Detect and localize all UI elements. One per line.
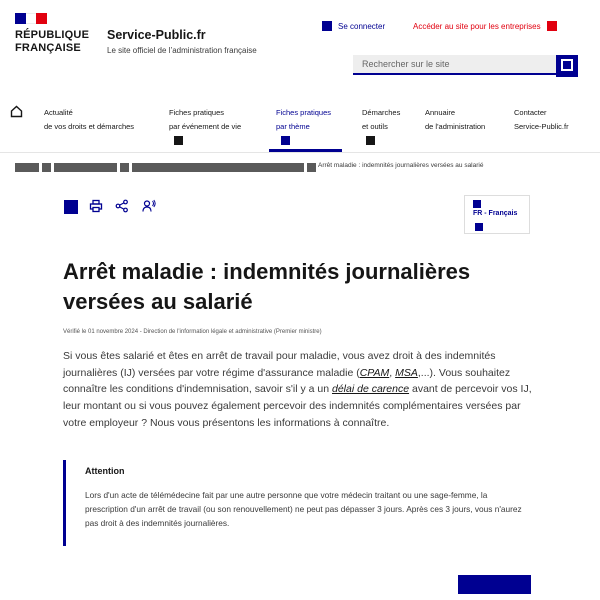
french-flag-logo <box>15 13 47 24</box>
nav-item-par-theme[interactable] <box>276 106 331 145</box>
nav-item-actualite[interactable] <box>44 106 134 134</box>
share-icon[interactable] <box>115 199 129 213</box>
republic-line-2: FRANÇAISE <box>15 42 81 54</box>
chevron-down-icon <box>475 223 483 231</box>
business-site-link[interactable] <box>413 21 557 31</box>
breadcrumb-separator-icon <box>42 163 51 172</box>
listen-icon[interactable] <box>142 199 156 213</box>
chevron-down-icon <box>174 136 183 145</box>
nav-item-line2: par événement de vie <box>169 122 242 131</box>
callout-title: Attention <box>85 466 125 476</box>
nav-item-line1: Fiches pratiques <box>276 108 332 117</box>
breadcrumb-link[interactable] <box>54 163 117 172</box>
print-icon[interactable] <box>89 199 103 213</box>
flag-white <box>26 13 37 24</box>
chevron-down-icon <box>366 136 375 145</box>
page-title: Arrêt maladie : indemnités journalières versées au salarié <box>63 259 471 314</box>
language-selector[interactable] <box>464 195 530 234</box>
nav-item-contacter[interactable] <box>514 106 569 134</box>
intro-text-2: ,...). Vous souhaitez connaître les conditions d'indemnisation, savoir s'il y a un <box>63 366 511 396</box>
breadcrumb-current: Arrêt maladie : indemnités journalières versées au salarié <box>318 162 484 169</box>
breadcrumb-link-home[interactable] <box>15 163 39 172</box>
breadcrumb-separator-icon <box>307 163 316 172</box>
attention-callout <box>63 460 536 546</box>
site-tagline: Le site officiel de l’administration française <box>107 46 257 55</box>
nav-item-line1: Fiches pratiques <box>169 108 225 117</box>
nav-item-annuaire[interactable] <box>425 106 485 134</box>
intro-paragraph <box>63 348 533 432</box>
nav-item-line1: Annuaire <box>425 108 456 117</box>
nav-item-evenement-de-vie[interactable] <box>169 106 241 145</box>
nav-item-line1: Actualité <box>44 108 73 117</box>
cpam-link[interactable]: CPAM <box>359 366 390 379</box>
language-label: FR - Français <box>473 210 518 217</box>
nav-item-line1: Contacter <box>514 108 547 117</box>
search-input[interactable] <box>353 55 556 75</box>
search-bar <box>353 55 577 77</box>
action-button[interactable] <box>458 575 531 594</box>
intro-text-3: avant de percevoir vos IJ, leur montant ou si vous pouvez également percevoir des indemnités complémentaires versées par votre employeur ? Nous vous présentons les informations à connaître. <box>63 383 532 429</box>
nav-item-line2: par thème <box>276 122 310 131</box>
home-icon[interactable] <box>10 105 23 118</box>
nav-item-line2: de l'administration <box>425 122 486 131</box>
user-icon <box>322 21 332 31</box>
intro-text-1: Si vous êtes salarié et êtes en arrêt de travail pour maladie, vous avez droit à des indemnités journalières (IJ) versées par votre régime d'assurance maladie ( <box>63 350 496 379</box>
search-button[interactable] <box>556 55 578 77</box>
nav-active-indicator <box>269 149 342 152</box>
intro-sep: , <box>389 366 396 379</box>
translate-icon <box>473 200 481 208</box>
flag-blue <box>15 13 26 24</box>
login-link[interactable] <box>322 21 385 31</box>
bookmark-icon[interactable] <box>64 200 78 214</box>
nav-item-line2: de vos droits et démarches <box>44 122 135 131</box>
business-link-label: Accéder au site pour les entreprises <box>413 21 541 31</box>
chevron-down-icon <box>281 136 290 145</box>
nav-item-line2: Service-Public.fr <box>514 122 569 131</box>
site-header <box>0 0 600 153</box>
nav-item-line1: Démarches <box>362 108 401 117</box>
verification-meta: Vérifié le 01 novembre 2024 - Direction de l'information légale et administrative (Premier ministre) <box>63 329 322 335</box>
nav-item-demarches[interactable] <box>362 106 400 145</box>
nav-item-line2: et outils <box>362 122 388 131</box>
search-icon <box>561 59 573 71</box>
breadcrumb-separator-icon <box>120 163 129 172</box>
delai-carence-link[interactable]: délai de carence <box>332 383 410 396</box>
callout-text: Lors d'un acte de télémédecine fait par une autre personne que votre médecin traitant ou une sage-femme, la prescription d'un arrêt de travail (ou son renouvellement) ne peut pas dépasser 3 jours. Après ces 3 jours, vous n'aurez pas droit à des indemnités journalières. <box>85 490 522 528</box>
flag-red <box>36 13 47 24</box>
login-label: Se connecter <box>338 21 386 31</box>
msa-link[interactable]: MSA <box>395 366 418 379</box>
breadcrumb-link[interactable] <box>132 163 304 172</box>
republic-wordmark[interactable] <box>15 29 89 55</box>
external-icon <box>547 21 557 31</box>
site-name[interactable]: Service-Public.fr <box>107 28 206 42</box>
republic-line-1: RÉPUBLIQUE <box>15 29 90 41</box>
